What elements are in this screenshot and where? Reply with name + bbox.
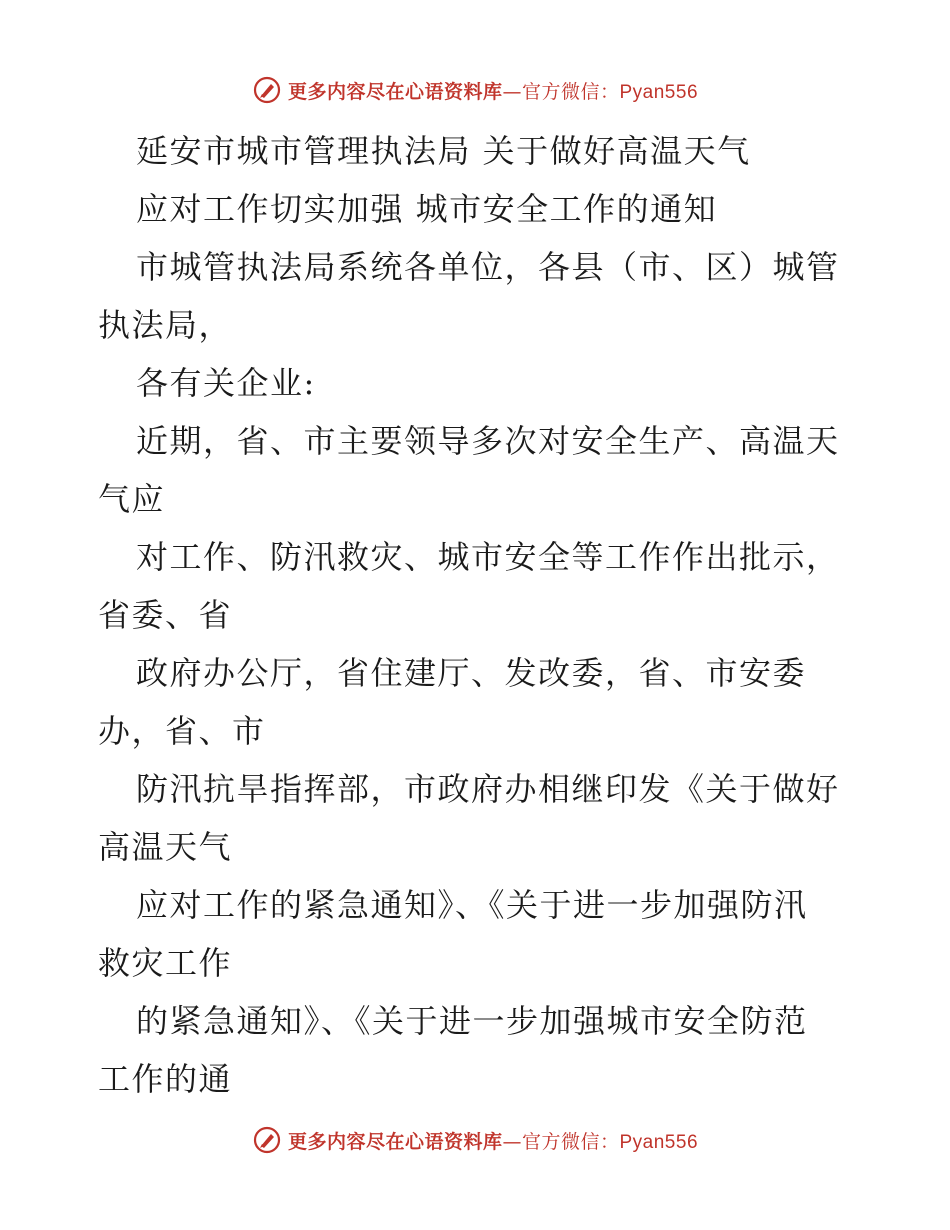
document-line: 市城管执法局系统各单位，各县（市、区）城管 bbox=[136, 248, 840, 286]
document-line: 近期，省、市主要领导多次对安全生产、高温天 bbox=[136, 422, 840, 460]
document-line: 高温天气 bbox=[98, 828, 233, 866]
document-line: 省委、省 bbox=[98, 596, 233, 634]
document-line: 防汛抗旱指挥部，市政府办相继印发《关于做好 bbox=[136, 770, 840, 808]
document-line: 工作的通 bbox=[98, 1060, 233, 1098]
document-line: 延安市城市管理执法局 关于做好高温天气 bbox=[136, 132, 751, 170]
watermark-text: 更多内容尽在心语资料库—官方微信：Pyan556 bbox=[287, 1130, 699, 1153]
document-line: 政府办公厅，省住建厅、发改委，省、市安委 bbox=[136, 654, 807, 692]
header-watermark bbox=[0, 70, 950, 110]
watermark-text: 更多内容尽在心语资料库—官方微信：Pyan556 bbox=[287, 80, 699, 103]
pen-logo-icon bbox=[252, 75, 282, 105]
document-line: 各有关企业: bbox=[136, 364, 316, 402]
document-line: 救灾工作 bbox=[98, 944, 233, 982]
footer-watermark bbox=[0, 1120, 950, 1160]
document-line: 应对工作的紧急通知》、《关于进一步加强防汛 bbox=[136, 886, 808, 924]
document-line: 执法局， bbox=[98, 306, 233, 344]
document-body bbox=[98, 122, 858, 1108]
pen-logo-icon bbox=[252, 1125, 282, 1155]
document-line: 对工作、防汛救灾、城市安全等工作作出批示， bbox=[136, 538, 840, 576]
document-line: 的紧急通知》、《关于进一步加强城市安全防范 bbox=[136, 1002, 808, 1040]
document-line: 气应 bbox=[98, 480, 166, 518]
document-line: 办，省、市 bbox=[98, 712, 266, 750]
document-line: 应对工作切实加强 城市安全工作的通知 bbox=[136, 190, 718, 228]
